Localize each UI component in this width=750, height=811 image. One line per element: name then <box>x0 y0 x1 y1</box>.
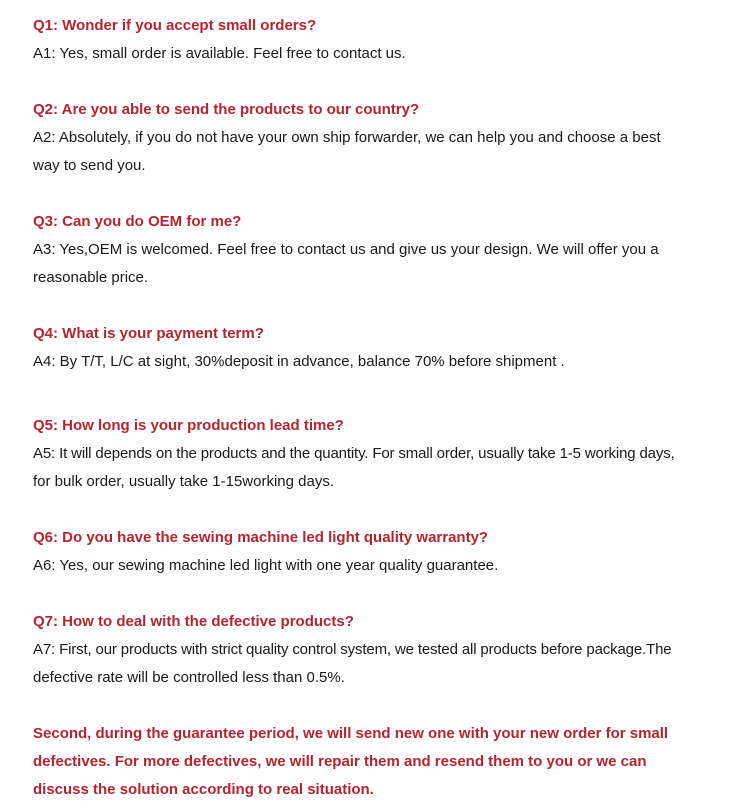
defective-note-line-3: discuss the solution according to real situation. <box>33 781 374 798</box>
faq-question-2: Q2: Are you able to send the products to our country? <box>33 101 420 118</box>
faq-answer-7-line-2: defective rate will be controlled less than 0.5%. <box>33 669 345 686</box>
faq-answer-5-line-2: for bulk order, usually take 1-15working days. <box>33 473 334 490</box>
faq-question-7: Q7: How to deal with the defective products? <box>33 613 354 630</box>
faq-question-6: Q6: Do you have the sewing machine led light quality warranty? <box>33 529 489 546</box>
faq-answer-3-line-1: A3: Yes,OEM is welcomed. Feel free to contact us and give us your design. We will offer you a <box>33 241 659 258</box>
faq-answer-4: A4: By T/T, L/C at sight, 30%deposit in advance, balance 70% before shipment . <box>33 353 565 370</box>
defective-note-line-2: defectives. For more defectives, we will repair them and resend them to you or we can <box>33 753 647 770</box>
defective-note-line-1: Second, during the guarantee period, we will send new one with your new order for small <box>33 725 669 742</box>
faq-answer-5-line-1: A5: It will depends on the products and the quantity. For small order, usually take 1-5 working days, <box>33 445 675 462</box>
faq-question-3: Q3: Can you do OEM for me? <box>33 213 242 230</box>
faq-answer-2-line-2: way to send you. <box>33 157 146 174</box>
faq-answer-1: A1: Yes, small order is available. Feel free to contact us. <box>33 45 406 62</box>
faq-question-4: Q4: What is your payment term? <box>33 325 264 342</box>
faq-answer-3-line-2: reasonable price. <box>33 269 149 286</box>
faq-question-1: Q1: Wonder if you accept small orders? <box>33 17 317 34</box>
faq-answer-7-line-1: A7: First, our products with strict quality control system, we tested all products before package.The <box>33 641 672 658</box>
faq-answer-6: A6: Yes, our sewing machine led light with one year quality guarantee. <box>33 557 499 574</box>
faq-answer-2-line-1: A2: Absolutely, if you do not have your own ship forwarder, we can help you and choose a best <box>33 129 661 146</box>
faq-question-5: Q5: How long is your production lead time? <box>33 417 344 434</box>
